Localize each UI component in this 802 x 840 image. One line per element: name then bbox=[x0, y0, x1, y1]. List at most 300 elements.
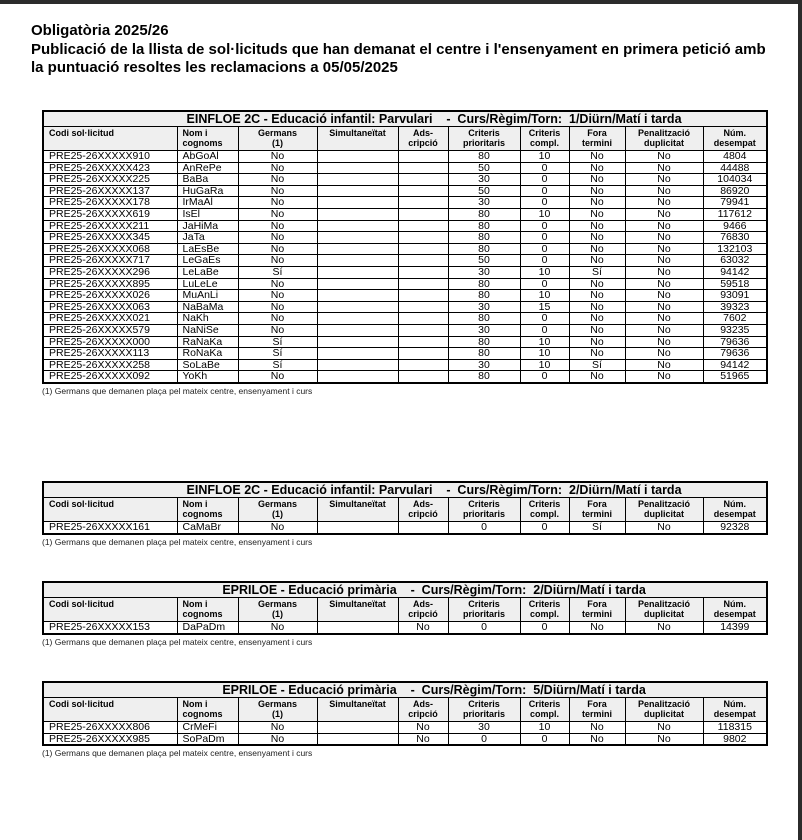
footnote: (1) Germans que demanen plaça pel mateix centre, ensenyament i curs bbox=[42, 536, 313, 547]
table-row bbox=[43, 324, 767, 336]
table-cell: No bbox=[625, 522, 703, 534]
table-cell: No bbox=[569, 232, 625, 244]
table-header-row bbox=[43, 598, 767, 622]
column-header bbox=[177, 498, 238, 522]
table-cell: LeLaBe bbox=[177, 266, 238, 278]
table-cell: 0 bbox=[448, 522, 520, 534]
column-header bbox=[398, 598, 448, 622]
column-header-line: Codi sol·licitud bbox=[49, 699, 114, 709]
column-header-line: (1) bbox=[272, 709, 283, 719]
table-cell: 0 bbox=[520, 220, 569, 232]
table-cell: PRE25-26XXXXX910 bbox=[43, 151, 177, 163]
table-cell: RoNaKa bbox=[177, 348, 238, 360]
table-cell bbox=[398, 232, 448, 244]
table-cell: 14399 bbox=[703, 622, 767, 634]
table-cell: No bbox=[569, 255, 625, 267]
column-header-line: Criteris bbox=[468, 128, 500, 138]
table-cell bbox=[317, 722, 398, 734]
column-header-line: cripció bbox=[408, 138, 438, 148]
table-cell bbox=[317, 290, 398, 302]
table-cell: No bbox=[625, 301, 703, 313]
column-header bbox=[43, 498, 177, 522]
table-cell: No bbox=[625, 243, 703, 255]
column-header-line: Penalització bbox=[637, 699, 691, 709]
table-cell: No bbox=[569, 162, 625, 174]
table-cell: Sí bbox=[569, 359, 625, 371]
column-header-line: Nom i bbox=[182, 599, 208, 609]
table-cell: PRE25-26XXXXX619 bbox=[43, 208, 177, 220]
table-cell: 39323 bbox=[703, 301, 767, 313]
column-header bbox=[238, 598, 317, 622]
column-header bbox=[177, 698, 238, 722]
table-cell: PRE25-26XXXXX178 bbox=[43, 197, 177, 209]
column-header bbox=[43, 598, 177, 622]
table-cell: No bbox=[569, 243, 625, 255]
table-cell: No bbox=[238, 622, 317, 634]
table-cell: 9802 bbox=[703, 733, 767, 745]
column-header-line: duplicitat bbox=[644, 709, 684, 719]
table-cell: 0 bbox=[520, 324, 569, 336]
table-cell: No bbox=[238, 722, 317, 734]
table-row bbox=[43, 313, 767, 325]
table-cell: BaBa bbox=[177, 174, 238, 186]
table-cell bbox=[398, 162, 448, 174]
table-cell: 80 bbox=[448, 278, 520, 290]
column-header-line: (1) bbox=[272, 509, 283, 519]
table-cell: No bbox=[569, 185, 625, 197]
table-cell: 0 bbox=[520, 174, 569, 186]
window-frame-top bbox=[0, 0, 802, 4]
column-header bbox=[448, 698, 520, 722]
table-cell bbox=[317, 162, 398, 174]
table-cell: IrMaAl bbox=[177, 197, 238, 209]
table-row bbox=[43, 174, 767, 186]
table-cell: 80 bbox=[448, 371, 520, 383]
column-header bbox=[448, 498, 520, 522]
table-cell: No bbox=[238, 151, 317, 163]
table-cell: Sí bbox=[238, 359, 317, 371]
table-cell: No bbox=[625, 722, 703, 734]
table-row bbox=[43, 162, 767, 174]
column-header-line: cognoms bbox=[182, 709, 223, 719]
table-cell: 80 bbox=[448, 232, 520, 244]
table-cell: 10 bbox=[520, 290, 569, 302]
table-cell bbox=[317, 174, 398, 186]
table-row bbox=[43, 278, 767, 290]
column-header-line: Penalització bbox=[637, 499, 691, 509]
table-cell: 30 bbox=[448, 722, 520, 734]
table-cell: 79941 bbox=[703, 197, 767, 209]
table-cell: 80 bbox=[448, 290, 520, 302]
column-header-line: cognoms bbox=[182, 509, 223, 519]
column-header-line: Fora bbox=[587, 499, 607, 509]
column-header bbox=[317, 498, 398, 522]
column-header-line: prioritaris bbox=[462, 709, 505, 719]
table-cell: PRE25-26XXXXX579 bbox=[43, 324, 177, 336]
table-cell: PRE25-26XXXXX296 bbox=[43, 266, 177, 278]
column-header-line: Núm. bbox=[723, 499, 747, 509]
table-cell: RaNaKa bbox=[177, 336, 238, 348]
column-header bbox=[398, 698, 448, 722]
table-cell: PRE25-26XXXXX211 bbox=[43, 220, 177, 232]
column-header bbox=[398, 127, 448, 151]
column-header-line: Fora bbox=[587, 599, 607, 609]
column-header bbox=[625, 498, 703, 522]
table-cell: 10 bbox=[520, 336, 569, 348]
table-cell: No bbox=[625, 232, 703, 244]
table-cell bbox=[317, 301, 398, 313]
column-header-line: Criteris bbox=[528, 599, 561, 609]
table-cell bbox=[317, 278, 398, 290]
column-header bbox=[703, 698, 767, 722]
column-header bbox=[703, 127, 767, 151]
column-header-line: termini bbox=[581, 138, 612, 148]
table-cell: No bbox=[569, 290, 625, 302]
table-row bbox=[43, 232, 767, 244]
table-cell: No bbox=[569, 733, 625, 745]
column-header-line: compl. bbox=[529, 509, 559, 519]
column-header bbox=[317, 698, 398, 722]
table-cell: No bbox=[569, 220, 625, 232]
table-cell: No bbox=[569, 722, 625, 734]
table-cell: No bbox=[569, 151, 625, 163]
table-cell: 0 bbox=[520, 255, 569, 267]
column-header bbox=[569, 498, 625, 522]
document-header bbox=[31, 22, 771, 77]
column-header bbox=[703, 598, 767, 622]
table-cell: Sí bbox=[569, 266, 625, 278]
table-cell: PRE25-26XXXXX423 bbox=[43, 162, 177, 174]
table-cell bbox=[398, 313, 448, 325]
table-cell: 10 bbox=[520, 208, 569, 220]
column-header-line: duplicitat bbox=[644, 509, 684, 519]
column-header-line: (1) bbox=[272, 138, 283, 148]
table-cell: No bbox=[569, 622, 625, 634]
table-cell bbox=[317, 151, 398, 163]
table-cell bbox=[398, 185, 448, 197]
table-header-row bbox=[43, 127, 767, 151]
table-title: EPRILOE - Educació primària - Curs/Règim/Torn: 2/Diürn/Matí i tarda bbox=[43, 582, 767, 598]
table-cell: No bbox=[625, 622, 703, 634]
table-row bbox=[43, 336, 767, 348]
table-header-row bbox=[43, 698, 767, 722]
table-cell bbox=[398, 197, 448, 209]
column-header-line: Nom i bbox=[182, 699, 208, 709]
table-cell: PRE25-26XXXXX063 bbox=[43, 301, 177, 313]
column-header-line: cripció bbox=[408, 609, 438, 619]
table-cell: No bbox=[238, 185, 317, 197]
table-cell bbox=[398, 371, 448, 383]
column-header-line: cognoms bbox=[182, 138, 223, 148]
table-title: EINFLOE 2C - Educació infantil: Parvulari - Curs/Règim/Torn: 1/Diürn/Matí i tarda bbox=[43, 111, 767, 127]
table-cell: No bbox=[625, 290, 703, 302]
table-cell bbox=[317, 371, 398, 383]
column-header-line: Simultaneïtat bbox=[329, 128, 386, 138]
column-header-line: cripció bbox=[408, 509, 438, 519]
table-cell: SoPaDm bbox=[177, 733, 238, 745]
column-header bbox=[238, 127, 317, 151]
table-cell: No bbox=[625, 197, 703, 209]
table-cell: 0 bbox=[448, 622, 520, 634]
table-cell: Sí bbox=[569, 522, 625, 534]
table-cell: No bbox=[238, 243, 317, 255]
table-cell: No bbox=[569, 336, 625, 348]
table-cell: No bbox=[625, 359, 703, 371]
table-row bbox=[43, 348, 767, 360]
table-cell: No bbox=[238, 301, 317, 313]
table-cell bbox=[317, 208, 398, 220]
footnote: (1) Germans que demanen plaça pel mateix centre, ensenyament i curs bbox=[42, 748, 313, 759]
allocation-table bbox=[42, 110, 768, 384]
table-cell: 0 bbox=[520, 733, 569, 745]
column-header-line: Codi sol·licitud bbox=[49, 499, 114, 509]
table-cell: 0 bbox=[448, 733, 520, 745]
column-header bbox=[177, 598, 238, 622]
column-header-line: duplicitat bbox=[644, 138, 684, 148]
column-header-line: termini bbox=[581, 609, 612, 619]
table-cell bbox=[398, 324, 448, 336]
column-header bbox=[177, 127, 238, 151]
table-cell: 94142 bbox=[703, 266, 767, 278]
table-cell: 10 bbox=[520, 348, 569, 360]
table-cell bbox=[398, 208, 448, 220]
table-cell: No bbox=[238, 324, 317, 336]
table-cell: AbGoAl bbox=[177, 151, 238, 163]
column-header-line: Nom i bbox=[182, 128, 208, 138]
table-cell bbox=[317, 266, 398, 278]
table-cell: No bbox=[625, 185, 703, 197]
table-cell: PRE25-26XXXXX161 bbox=[43, 522, 177, 534]
column-header bbox=[317, 127, 398, 151]
allocation-table-section bbox=[42, 110, 766, 396]
column-header bbox=[520, 498, 569, 522]
table-cell: 51965 bbox=[703, 371, 767, 383]
column-header-line: Criteris bbox=[468, 599, 500, 609]
table-cell: No bbox=[569, 174, 625, 186]
table-cell: 50 bbox=[448, 185, 520, 197]
footnote: (1) Germans que demanen plaça pel mateix centre, ensenyament i curs bbox=[42, 385, 313, 396]
column-header-line: (1) bbox=[272, 609, 283, 619]
table-cell: PRE25-26XXXXX985 bbox=[43, 733, 177, 745]
table-cell bbox=[398, 243, 448, 255]
table-cell: PRE25-26XXXXX895 bbox=[43, 278, 177, 290]
column-header bbox=[569, 698, 625, 722]
table-cell: No bbox=[569, 313, 625, 325]
allocation-table bbox=[42, 681, 768, 746]
table-cell bbox=[317, 313, 398, 325]
column-header bbox=[625, 598, 703, 622]
table-cell: No bbox=[238, 255, 317, 267]
column-header bbox=[569, 598, 625, 622]
table-cell: 0 bbox=[520, 243, 569, 255]
table-cell: No bbox=[238, 197, 317, 209]
table-cell bbox=[398, 336, 448, 348]
table-cell: 104034 bbox=[703, 174, 767, 186]
column-header bbox=[569, 127, 625, 151]
table-cell: JaHiMa bbox=[177, 220, 238, 232]
table-cell: PRE25-26XXXXX021 bbox=[43, 313, 177, 325]
column-header-line: termini bbox=[581, 509, 612, 519]
table-cell: No bbox=[569, 197, 625, 209]
table-cell bbox=[317, 348, 398, 360]
table-cell: SoLaBe bbox=[177, 359, 238, 371]
table-cell: 10 bbox=[520, 151, 569, 163]
table-row bbox=[43, 243, 767, 255]
table-cell bbox=[317, 185, 398, 197]
table-cell bbox=[398, 522, 448, 534]
table-cell bbox=[317, 220, 398, 232]
table-cell: 59518 bbox=[703, 278, 767, 290]
table-row bbox=[43, 290, 767, 302]
column-header bbox=[317, 598, 398, 622]
table-cell: 30 bbox=[448, 359, 520, 371]
table-cell: 86920 bbox=[703, 185, 767, 197]
table-cell: No bbox=[238, 174, 317, 186]
table-cell: 80 bbox=[448, 336, 520, 348]
table-cell: 80 bbox=[448, 220, 520, 232]
column-header-line: desempat bbox=[713, 138, 756, 148]
table-title: EINFLOE 2C - Educació infantil: Parvulari - Curs/Règim/Torn: 2/Diürn/Matí i tarda bbox=[43, 482, 767, 498]
table-cell: PRE25-26XXXXX258 bbox=[43, 359, 177, 371]
table-cell bbox=[398, 359, 448, 371]
column-header-line: duplicitat bbox=[644, 609, 684, 619]
table-row bbox=[43, 208, 767, 220]
column-header-line: Codi sol·licitud bbox=[49, 128, 114, 138]
column-header bbox=[398, 498, 448, 522]
table-cell: AnRePe bbox=[177, 162, 238, 174]
table-cell: No bbox=[569, 301, 625, 313]
table-header-row bbox=[43, 498, 767, 522]
table-cell: 0 bbox=[520, 197, 569, 209]
table-cell: No bbox=[625, 278, 703, 290]
table-cell bbox=[398, 278, 448, 290]
column-header-line: Fora bbox=[587, 128, 607, 138]
column-header-line: prioritaris bbox=[462, 509, 505, 519]
table-cell: LuLeLe bbox=[177, 278, 238, 290]
table-cell: No bbox=[238, 278, 317, 290]
column-header-line: Germans bbox=[257, 128, 298, 138]
table-cell: No bbox=[238, 232, 317, 244]
table-cell: PRE25-26XXXXX153 bbox=[43, 622, 177, 634]
column-header-line: Simultaneïtat bbox=[329, 599, 386, 609]
table-cell: 92328 bbox=[703, 522, 767, 534]
table-cell bbox=[317, 243, 398, 255]
column-header bbox=[703, 498, 767, 522]
column-header-line: Nom i bbox=[182, 499, 208, 509]
table-cell: PRE25-26XXXXX113 bbox=[43, 348, 177, 360]
table-cell: No bbox=[238, 290, 317, 302]
table-row bbox=[43, 255, 767, 267]
column-header-line: Criteris bbox=[528, 699, 561, 709]
table-cell: 0 bbox=[520, 522, 569, 534]
table-cell: No bbox=[625, 324, 703, 336]
column-header-line: desempat bbox=[713, 709, 756, 719]
column-header-line: compl. bbox=[529, 609, 559, 619]
table-cell: 30 bbox=[448, 197, 520, 209]
table-row bbox=[43, 733, 767, 745]
table-cell: 0 bbox=[520, 185, 569, 197]
table-cell: PRE25-26XXXXX225 bbox=[43, 174, 177, 186]
table-cell: CaMaBr bbox=[177, 522, 238, 534]
table-cell: IsEl bbox=[177, 208, 238, 220]
table-row bbox=[43, 622, 767, 634]
table-row bbox=[43, 359, 767, 371]
table-cell: NaNiSe bbox=[177, 324, 238, 336]
table-cell bbox=[317, 197, 398, 209]
column-header bbox=[448, 598, 520, 622]
table-cell bbox=[317, 522, 398, 534]
column-header bbox=[625, 698, 703, 722]
table-row bbox=[43, 220, 767, 232]
table-cell: 10 bbox=[520, 359, 569, 371]
table-cell bbox=[317, 622, 398, 634]
allocation-table bbox=[42, 481, 768, 535]
table-cell: No bbox=[625, 371, 703, 383]
table-cell: 94142 bbox=[703, 359, 767, 371]
table-cell bbox=[398, 301, 448, 313]
column-header-line: Criteris bbox=[528, 128, 561, 138]
table-cell: No bbox=[238, 162, 317, 174]
table-cell: 30 bbox=[448, 174, 520, 186]
table-cell: No bbox=[625, 266, 703, 278]
table-title-row bbox=[43, 111, 767, 127]
column-header bbox=[238, 698, 317, 722]
table-cell: No bbox=[625, 348, 703, 360]
table-cell: 132103 bbox=[703, 243, 767, 255]
table-row bbox=[43, 185, 767, 197]
table-cell: 0 bbox=[520, 622, 569, 634]
column-header-line: Penalització bbox=[637, 599, 691, 609]
table-cell: No bbox=[398, 722, 448, 734]
table-cell: LaEsBe bbox=[177, 243, 238, 255]
table-cell: No bbox=[625, 255, 703, 267]
table-cell bbox=[317, 359, 398, 371]
table-cell: 80 bbox=[448, 313, 520, 325]
table-cell bbox=[317, 324, 398, 336]
table-cell bbox=[398, 348, 448, 360]
table-cell: No bbox=[569, 348, 625, 360]
column-header-line: Fora bbox=[587, 699, 607, 709]
table-cell: No bbox=[238, 313, 317, 325]
column-header-line: Criteris bbox=[468, 699, 500, 709]
table-cell bbox=[317, 232, 398, 244]
table-cell: YoKh bbox=[177, 371, 238, 383]
table-cell: NaKh bbox=[177, 313, 238, 325]
table-cell: 118315 bbox=[703, 722, 767, 734]
table-cell bbox=[317, 336, 398, 348]
column-header-line: compl. bbox=[529, 138, 559, 148]
table-cell: 0 bbox=[520, 232, 569, 244]
table-cell: 79636 bbox=[703, 348, 767, 360]
table-cell: No bbox=[398, 733, 448, 745]
table-cell: LeGaEs bbox=[177, 255, 238, 267]
table-cell: No bbox=[238, 522, 317, 534]
table-cell: MuAnLi bbox=[177, 290, 238, 302]
table-cell: 15 bbox=[520, 301, 569, 313]
table-cell: 80 bbox=[448, 208, 520, 220]
column-header-line: compl. bbox=[529, 709, 559, 719]
table-cell: PRE25-26XXXXX717 bbox=[43, 255, 177, 267]
column-header-line: Simultaneïtat bbox=[329, 699, 386, 709]
table-cell: 79636 bbox=[703, 336, 767, 348]
table-cell bbox=[317, 733, 398, 745]
table-cell: No bbox=[569, 324, 625, 336]
column-header-line: Núm. bbox=[723, 128, 747, 138]
table-row bbox=[43, 722, 767, 734]
table-title-row bbox=[43, 482, 767, 498]
table-cell: 9466 bbox=[703, 220, 767, 232]
table-cell bbox=[398, 290, 448, 302]
